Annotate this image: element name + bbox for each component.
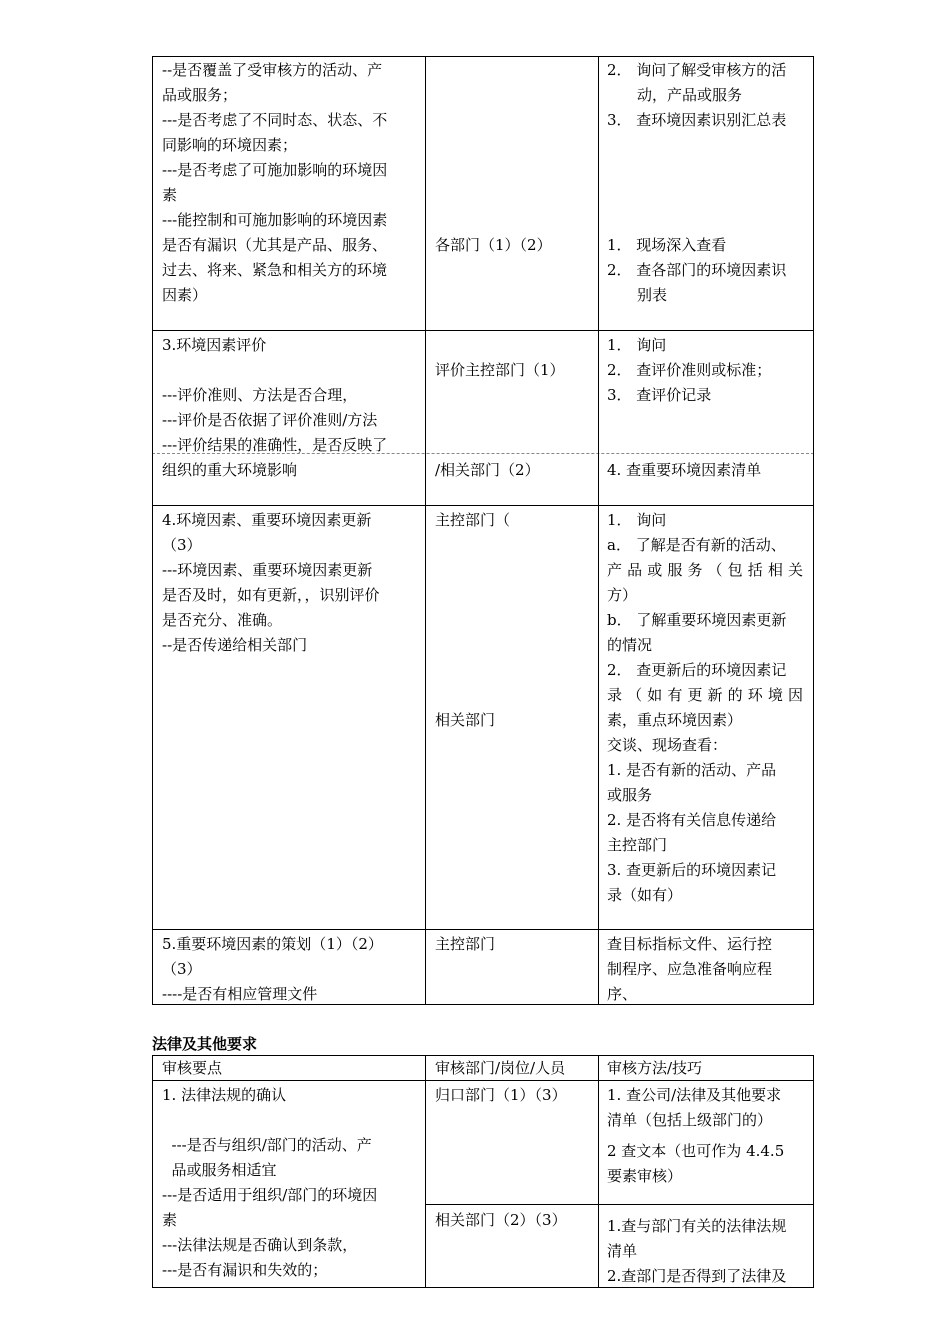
method-line: 3． 查评价记录 xyxy=(607,386,712,404)
method-line: 产品或服务（包括相关 xyxy=(607,561,803,579)
department-cell: 主控部门（ xyxy=(435,511,511,529)
method-line: 2.查部门是否得到了法律及 xyxy=(607,1267,787,1285)
method-line: 录（如有） xyxy=(607,886,683,904)
method-line: 1． 询问 xyxy=(607,511,667,529)
department-cell: 归口部门（1）（3） xyxy=(435,1086,567,1104)
method-line: 查目标指标文件、运行控 xyxy=(607,935,773,953)
column-header: 审核方法/技巧 xyxy=(607,1059,703,1077)
column-divider xyxy=(425,56,426,1004)
table-border xyxy=(152,1055,153,1287)
row-divider xyxy=(152,505,814,506)
method-line: 2． 查评价准则或标准； xyxy=(607,361,772,379)
method-line: 3． 查环境因素识别汇总表 xyxy=(607,111,787,129)
audit-point-line: 组织的重大环境影响 xyxy=(162,461,298,479)
method-line: 或服务 xyxy=(607,786,653,804)
audit-point-line: ---是否有漏识和失效的； xyxy=(162,1261,328,1279)
method-line: 1． 询问 xyxy=(607,336,667,354)
method-line: 2． 询问了解受审核方的活 xyxy=(607,61,787,79)
column-divider xyxy=(425,1055,426,1287)
method-line: 序、 xyxy=(607,985,638,1003)
method-line: 1. 是否有新的活动、产品 xyxy=(607,761,777,779)
method-line: 4. 查重要环境因素清单 xyxy=(607,461,762,479)
method-line: 主控部门 xyxy=(607,836,668,854)
column-header: 审核要点 xyxy=(162,1059,223,1077)
audit-point-line: ---能控制和可施加影响的环境因素 xyxy=(162,211,388,229)
department-cell: 相关部门（2）（3） xyxy=(435,1211,567,1229)
department-cell: 相关部门 xyxy=(435,711,496,729)
row-divider xyxy=(152,929,814,930)
audit-point-line: 素 xyxy=(162,1211,178,1229)
department-cell: 评价主控部门（1） xyxy=(435,361,565,379)
column-header: 审核部门/岗位/人员 xyxy=(435,1059,566,1077)
audit-point-line: 素 xyxy=(162,186,178,204)
audit-point-line: ---环境因素、重要环境因素更新 xyxy=(162,561,373,579)
audit-point-line: ---是否与组织/部门的活动、产 xyxy=(162,1136,372,1154)
method-line: 1. 查公司/法律及其他要求 xyxy=(607,1086,782,1104)
method-line: 动，产品或服务 xyxy=(637,86,743,104)
table-border xyxy=(152,56,814,57)
method-line: 1． 现场深入查看 xyxy=(607,236,727,254)
audit-point-line: 同影响的环境因素； xyxy=(162,136,298,154)
audit-point-line: 1. 法律法规的确认 xyxy=(162,1086,287,1104)
audit-point-line: ---是否考虑了可施加影响的环境因 xyxy=(162,161,388,179)
department-cell: 主控部门 xyxy=(435,935,496,953)
section-title: 法律及其他要求 xyxy=(152,1035,258,1053)
audit-point-line: 是否有漏识（尤其是产品、服务、 xyxy=(162,236,388,254)
audit-point-line: 是否及时，如有更新，，识别评价 xyxy=(162,586,380,604)
department-cell: 各部门（1）（2） xyxy=(435,236,552,254)
method-line: 交谈、现场查看： xyxy=(607,736,728,754)
audit-point-line: ---法律法规是否确认到条款， xyxy=(162,1236,358,1254)
audit-point-line: --是否传递给相关部门 xyxy=(162,636,308,654)
method-line: 清单（包括上级部门的） xyxy=(607,1111,773,1129)
table-border xyxy=(813,1055,814,1287)
audit-point-line: ---是否考虑了不同时态、状态、不 xyxy=(162,111,388,129)
audit-point-line: （3） xyxy=(162,960,202,978)
method-line: 2． 查更新后的环境因素记 xyxy=(607,661,787,679)
method-line: a． 了解是否有新的活动、 xyxy=(607,536,786,554)
method-line: 素，重点环境因素） xyxy=(607,711,743,729)
audit-point-line: （3） xyxy=(162,536,202,554)
method-line: 2 查文本（也可作为 4.4.5 xyxy=(607,1142,785,1160)
table-border xyxy=(152,56,153,1004)
audit-point-line: 4.环境因素、重要环境因素更新 xyxy=(162,511,372,529)
method-line: 方） xyxy=(607,586,638,604)
department-cell: /相关部门（2） xyxy=(435,461,540,479)
method-line: 要素审核） xyxy=(607,1167,683,1185)
audit-point-line: 3.环境因素评价 xyxy=(162,336,267,354)
method-line: 录（如有更新的环境因 xyxy=(607,686,803,704)
audit-point-line: 是否充分、准确。 xyxy=(162,611,283,629)
method-line: 的情况 xyxy=(607,636,653,654)
column-divider xyxy=(598,56,599,1004)
method-line: 3. 查更新后的环境因素记 xyxy=(607,861,777,879)
method-line: 2. 是否将有关信息传递给 xyxy=(607,811,777,829)
audit-point-line: ---评价是否依据了评价准则/方法 xyxy=(162,411,378,429)
audit-point-line: ---评价准则、方法是否合理， xyxy=(162,386,358,404)
method-line: 制程序、应急准备响应程 xyxy=(607,960,773,978)
audit-point-line: ----是否有相应管理文件 xyxy=(162,985,318,1003)
audit-point-line: ---评价结果的准确性，是否反映了 xyxy=(162,436,388,454)
audit-point-line: 品或服务； xyxy=(162,86,238,104)
audit-point-line: --是否覆盖了受审核方的活动、产 xyxy=(162,61,383,79)
audit-point-line: ---是否适用于组织/部门的环境因 xyxy=(162,1186,378,1204)
method-line: 别表 xyxy=(637,286,668,304)
row-divider xyxy=(425,1204,814,1205)
method-line: 2． 查各部门的环境因素识 xyxy=(607,261,787,279)
column-divider xyxy=(598,1055,599,1287)
audit-point-line: 因素） xyxy=(162,286,208,304)
audit-point-line: 5.重要环境因素的策划（1）（2） xyxy=(162,935,383,953)
audit-point-line: 品或服务相适宜 xyxy=(162,1161,277,1179)
row-divider xyxy=(152,330,814,331)
method-line: 1.查与部门有关的法律法规 xyxy=(607,1217,787,1235)
method-line: b． 了解重要环境因素更新 xyxy=(607,611,787,629)
table-border xyxy=(813,56,814,1004)
method-line: 清单 xyxy=(607,1242,638,1260)
audit-point-line: 过去、将来、紧急和相关方的环境 xyxy=(162,261,388,279)
